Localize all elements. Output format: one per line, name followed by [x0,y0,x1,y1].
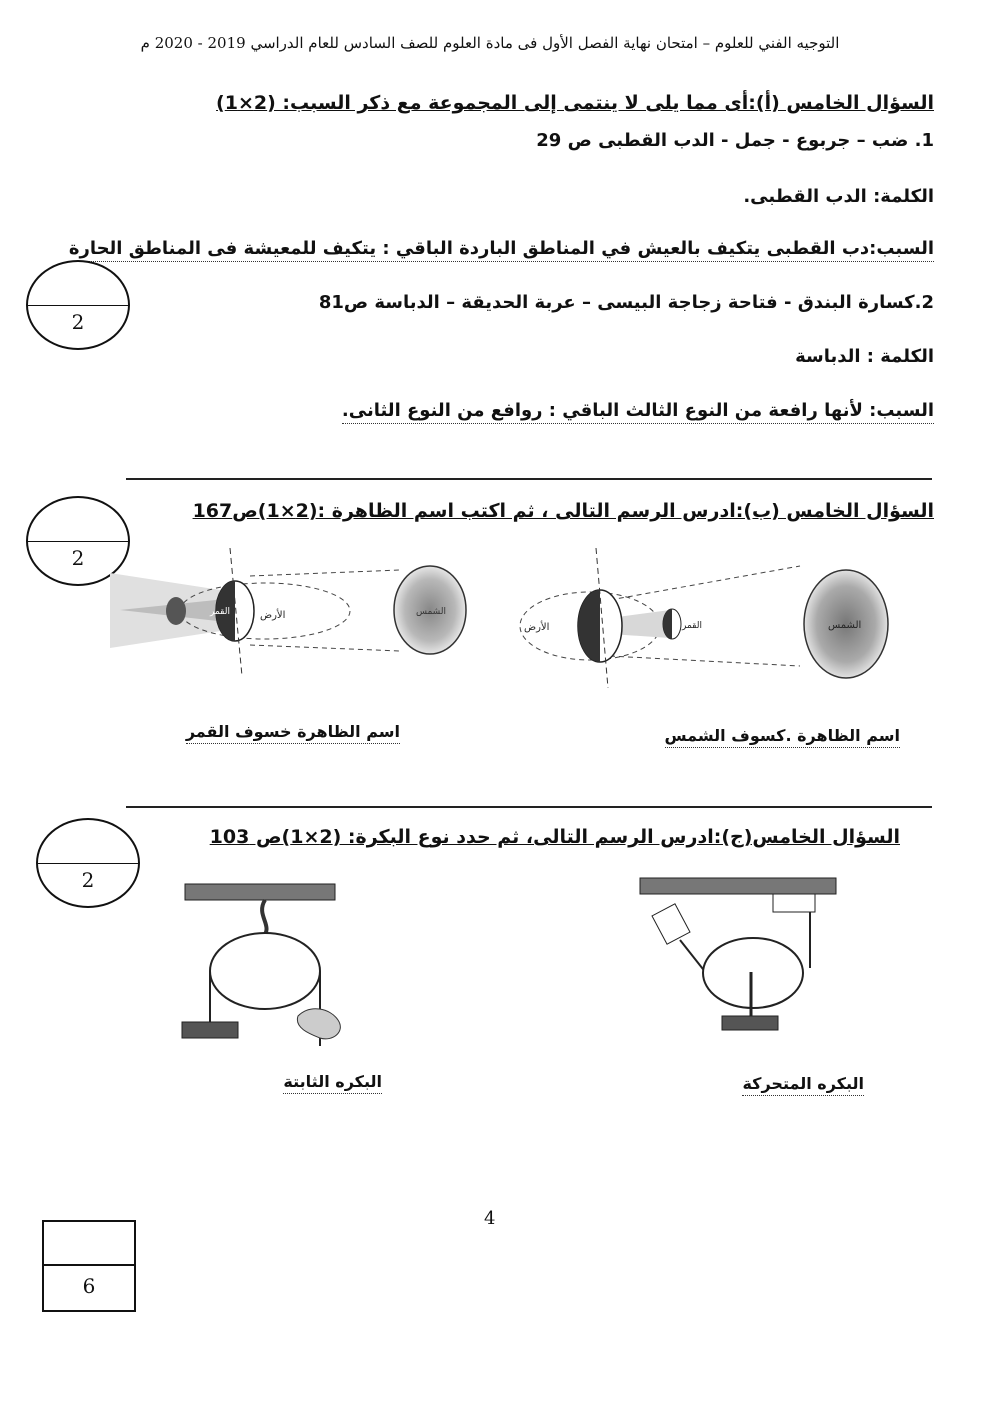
caption-lunar-eclipse: اسم الظاهرة خسوف القمر [186,722,400,744]
ceiling-beam [640,878,836,894]
caption-solar-eclipse: اسم الظاهرة .كسوف الشمس [665,726,900,748]
load-weight [722,1016,778,1030]
total-score: 6 [82,1274,96,1298]
label-sun: الشمس [416,607,446,617]
section-a-item-1: 1. ضب – جربوع - جمل - الدب القطبى ص 29 [536,130,934,151]
hand-pulling-icon [297,1009,340,1039]
load-weight [182,1022,238,1038]
solar-eclipse-diagram [510,548,910,688]
divider-1 [126,478,932,480]
caption-fixed-pulley: البكره الثابتة [283,1072,382,1094]
rope-anchor [773,894,815,912]
section-a-word-2: الكلمة : الدباسة [795,346,934,367]
label-moon: القمر [210,607,230,617]
pulley-wheel [703,938,803,1008]
earth-night-side [578,590,600,662]
caption-movable-pulley: البكره المتحركة [742,1074,864,1096]
lunar-eclipse-diagram [110,548,510,678]
label-earth: الأرض [524,622,550,633]
ceiling-beam [185,884,335,900]
label-earth: الأرض [260,610,286,621]
pulley-wheel [210,933,320,1009]
light-ray-bottom [610,656,800,666]
section-b-score: 2 [71,546,85,570]
pull-handle [652,904,690,944]
page-header: التوجيه الفني للعلوم – امتحان نهاية الفصل الأول فى مادة العلوم للصف السادس للعام الدراسي 2019 - 2020 م [140,34,840,52]
section-a-score: 2 [71,310,85,334]
section-c-title: السؤال الخامس(ج):ادرس الرسم التالى، ثم حدد نوع البكرة: (2×1)ص 103 [209,826,900,848]
section-a-title: السؤال الخامس (أ):أى مما يلى لا ينتمى إلى المجموعة مع ذكر السبب: (2×1) [216,92,934,114]
page-number: 4 [484,1208,496,1229]
section-a-word-1: الكلمة: الدب القطبى. [743,186,934,207]
light-ray-top [250,570,400,576]
label-sun: الشمس [828,620,862,631]
light-ray-top [610,566,800,600]
moon [166,597,186,625]
section-c-score: 2 [81,868,95,892]
section-a-score-circle [26,260,130,350]
movable-pulley-diagram [620,868,850,1048]
light-ray-bottom [250,645,400,651]
fixed-pulley-diagram [170,876,370,1066]
section-a-item-2: 2.كسارة البندق - فتاحة زجاجة البيسى – عربة الحديقة – الدباسة ص81 [318,292,934,313]
section-a-reason-2: السبب: لأنها رافعة من النوع الثالث الباقي : روافع من النوع الثانى. [342,400,934,424]
section-c-score-circle [36,818,140,908]
section-a-reason-1: السبب:دب القطبى يتكيف بالعيش في المناطق الباردة الباقي : يتكيف للمعيشة فى المناطق الحارة [69,238,934,262]
section-b-title: السؤال الخامس (ب):ادرس الرسم التالى ، ثم اكتب اسم الظاهرة :(2×1)ص167 [192,500,934,522]
total-score-box [42,1220,136,1312]
label-moon: القمر [682,621,702,631]
divider-2 [126,806,932,808]
